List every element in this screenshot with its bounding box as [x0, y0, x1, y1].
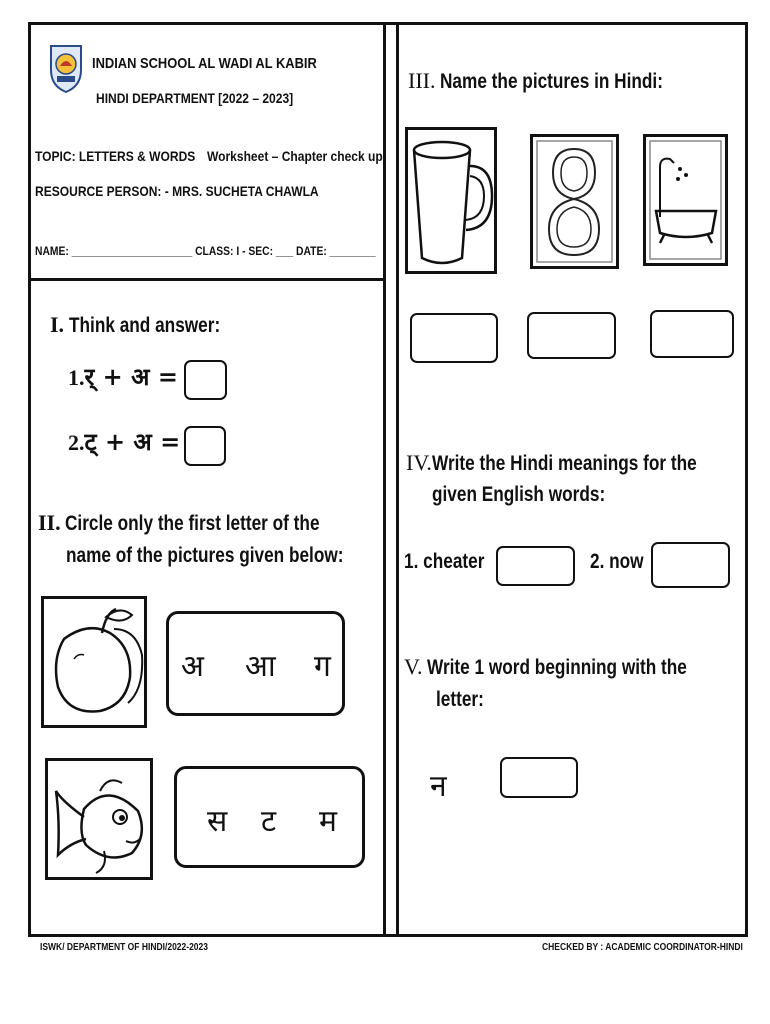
section1-numeral: I.: [50, 312, 65, 337]
section2-title-line1: Circle only the first letter of the: [65, 512, 320, 535]
question-2: [68, 425, 180, 458]
section2-numeral: II.: [38, 510, 61, 535]
option-2-1[interactable]: स: [207, 804, 228, 839]
word-cheater: 1. cheater: [404, 550, 485, 573]
section4-heading: [406, 450, 755, 476]
question-2-number: 2.: [68, 430, 85, 455]
fish-picture: [45, 758, 153, 880]
section3-numeral: III.: [408, 68, 436, 93]
cup-picture: [405, 127, 497, 274]
resource-person: RESOURCE PERSON: - MRS. SUCHETA CHAWLA: [35, 183, 319, 199]
section4-title-line1: Write the Hindi meanings for the: [431, 452, 697, 475]
picture-name-box-1[interactable]: [410, 313, 498, 363]
word-answer-box[interactable]: [500, 757, 578, 798]
section4-title-line2: given English words:: [432, 483, 606, 506]
word-now: 2. now: [590, 550, 644, 573]
column-divider: [383, 22, 386, 937]
column-divider-inner: [396, 22, 399, 937]
question-1: [68, 360, 178, 393]
section5-heading: [404, 654, 744, 680]
section1-title: Think and answer:: [68, 314, 220, 337]
section3-heading: [408, 68, 712, 94]
number-eight-picture: [530, 134, 619, 269]
question-2-expression: ट् + अ =: [84, 427, 181, 456]
header-divider: [28, 278, 383, 281]
question-1-number: 1.: [68, 365, 85, 390]
given-letter: न: [430, 769, 447, 804]
option-1-2[interactable]: आ: [245, 649, 276, 684]
options-box-1: [166, 611, 345, 716]
bathtub-picture: [643, 134, 728, 266]
section5-numeral: V.: [404, 654, 423, 679]
section2-title-line2: name of the pictures given below:: [66, 544, 344, 567]
section4-numeral: IV.: [406, 450, 432, 475]
mango-picture: [41, 596, 147, 728]
picture-name-box-2[interactable]: [527, 312, 616, 359]
school-logo: [47, 40, 85, 94]
section1-heading: [50, 312, 253, 338]
department-title: HINDI DEPARTMENT [2022 – 2023]: [96, 90, 294, 106]
answer-box-2[interactable]: [184, 426, 226, 466]
student-info-line: NAME: _____________________ CLASS: I - SEC: ___ DATE: ________: [35, 244, 376, 258]
section2-heading: [38, 510, 375, 536]
meaning-box-now[interactable]: [651, 542, 730, 588]
option-2-3[interactable]: म: [319, 804, 337, 839]
footer-left: ISWK/ DEPARTMENT OF HINDI/2022-2023: [40, 942, 208, 953]
worksheet-label: Worksheet – Chapter check up: [207, 148, 383, 164]
option-1-1[interactable]: अ: [181, 649, 204, 684]
topic-label: TOPIC: LETTERS & WORDS: [35, 148, 196, 164]
option-2-2[interactable]: ट: [261, 804, 277, 839]
section5-title-line1: Write 1 word beginning with the: [427, 656, 687, 679]
school-name: INDIAN SCHOOL AL WADI AL KABIR: [92, 55, 317, 72]
footer-right: CHECKED BY : ACADEMIC COORDINATOR-HINDI: [542, 942, 743, 953]
question-1-expression: र् + अ =: [84, 362, 178, 391]
options-box-2: [174, 766, 365, 868]
section5-title-line2: letter:: [436, 688, 484, 711]
section3-title: Name the pictures in Hindi:: [439, 70, 663, 93]
option-1-3[interactable]: ग: [314, 649, 331, 684]
meaning-box-cheater[interactable]: [496, 546, 575, 586]
picture-name-box-3[interactable]: [650, 310, 734, 358]
answer-box-1[interactable]: [184, 360, 227, 400]
